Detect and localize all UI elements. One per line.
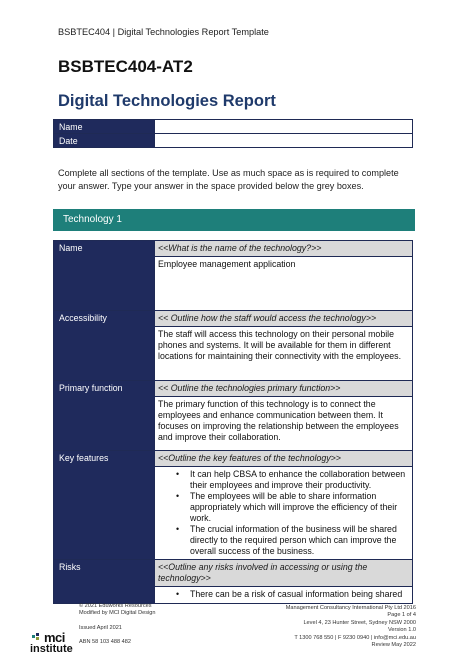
table-row (54, 311, 413, 327)
footer-line: Modified by MCI Digital Design (79, 610, 156, 617)
document-code: BSBTEC404-AT2 (58, 57, 193, 76)
row-label-key-features: Key features (54, 451, 155, 560)
footer-line: ABN 58 103 488 482 (79, 639, 131, 646)
row-label-primary-function: Primary function (54, 381, 155, 451)
list-item: • There can be a risk of casual information being shared (176, 589, 403, 599)
row-label-risks: Risks (54, 560, 155, 604)
row-prompt-key-features: <<Outline the key features of the technology>> (155, 451, 413, 467)
date-field[interactable] (155, 134, 413, 148)
row-prompt-primary-function: << Outline the technologies primary function>> (155, 381, 413, 397)
key-features-list (158, 469, 409, 557)
section-heading: Technology 1 (53, 209, 415, 231)
row-answer-primary-function[interactable]: The primary function of this technology is to connect the employees and enhance communication between them. It focuses on improving the relationship between the employees and improve their collaboration. (155, 397, 413, 451)
footer-line: Level 4, 23 Hunter Street, Sydney NSW 2000 (303, 619, 416, 626)
name-row (54, 120, 413, 134)
list-item: • It can help CBSA to enhance the collaboration between their employees and improve their productivity. (176, 469, 406, 490)
footer-right (286, 605, 416, 649)
footer-line: T 1300 768 550 | F 9230 0940 | info@mci.edu.au (294, 634, 416, 641)
logo-text-bottom: institute (30, 643, 73, 655)
footer-line: Issued April 2021 (79, 624, 122, 631)
name-field[interactable] (155, 120, 413, 134)
name-label: Name (54, 120, 155, 134)
table-row (54, 381, 413, 397)
row-answer-risks[interactable] (155, 587, 413, 604)
row-answer-name[interactable]: Employee management application (155, 257, 413, 311)
row-prompt-accessibility: << Outline how the staff would access the technology>> (155, 311, 413, 327)
date-label: Date (54, 134, 155, 148)
row-label-accessibility: Accessibility (54, 311, 155, 381)
row-answer-accessibility[interactable]: The staff will access this technology on their personal mobile phones and systems. It will be available for them in different locations for maintaining their connectivity with the employees. (155, 327, 413, 381)
technology-table (53, 240, 413, 604)
footer-line: Review May 2022 (371, 642, 416, 649)
running-header: BSBTEC404 | Digital Technologies Report Template (58, 27, 269, 37)
footer-line: Management Consultancy International Pty Ltd 2016 (285, 605, 416, 611)
document-title: Digital Technologies Report (58, 92, 276, 110)
list-item: • The employees will be able to share information appropriately which will improve the efficiency of their work. (176, 491, 398, 523)
table-row (54, 560, 413, 587)
risks-list (158, 589, 409, 600)
footer-left (79, 603, 155, 647)
row-label-name: Name (54, 241, 155, 311)
bullet-icon: • (176, 491, 180, 501)
bullet-icon: • (176, 469, 180, 479)
logo-mark-icon (32, 633, 42, 641)
footer-line: © 2021 Eduworks Resources (79, 603, 152, 609)
table-row (54, 451, 413, 467)
bullet-icon: • (176, 524, 180, 534)
list-item: • The crucial information of the business will be shared directly to the required person which can improve the overall success of the business. (176, 524, 397, 556)
mci-institute-logo (30, 630, 80, 660)
row-answer-key-features[interactable] (155, 467, 413, 560)
footer-line: Version 1.0 (388, 627, 416, 634)
bullet-icon: • (176, 589, 180, 599)
row-prompt-risks: <<Outline any risks involved in accessing or using the technology>> (155, 560, 413, 587)
logo-text-top: mci (44, 630, 65, 645)
row-prompt-name: <<What is the name of the technology?>> (155, 241, 413, 257)
footer-line: Page 1 of 4 (387, 612, 416, 619)
date-row (54, 134, 413, 148)
table-row (54, 241, 413, 257)
student-info-table (53, 119, 413, 148)
instructions-text: Complete all sections of the template. Use as much space as is required to complete your answer. Type your answer in the space provided below the grey boxes. (58, 168, 399, 191)
